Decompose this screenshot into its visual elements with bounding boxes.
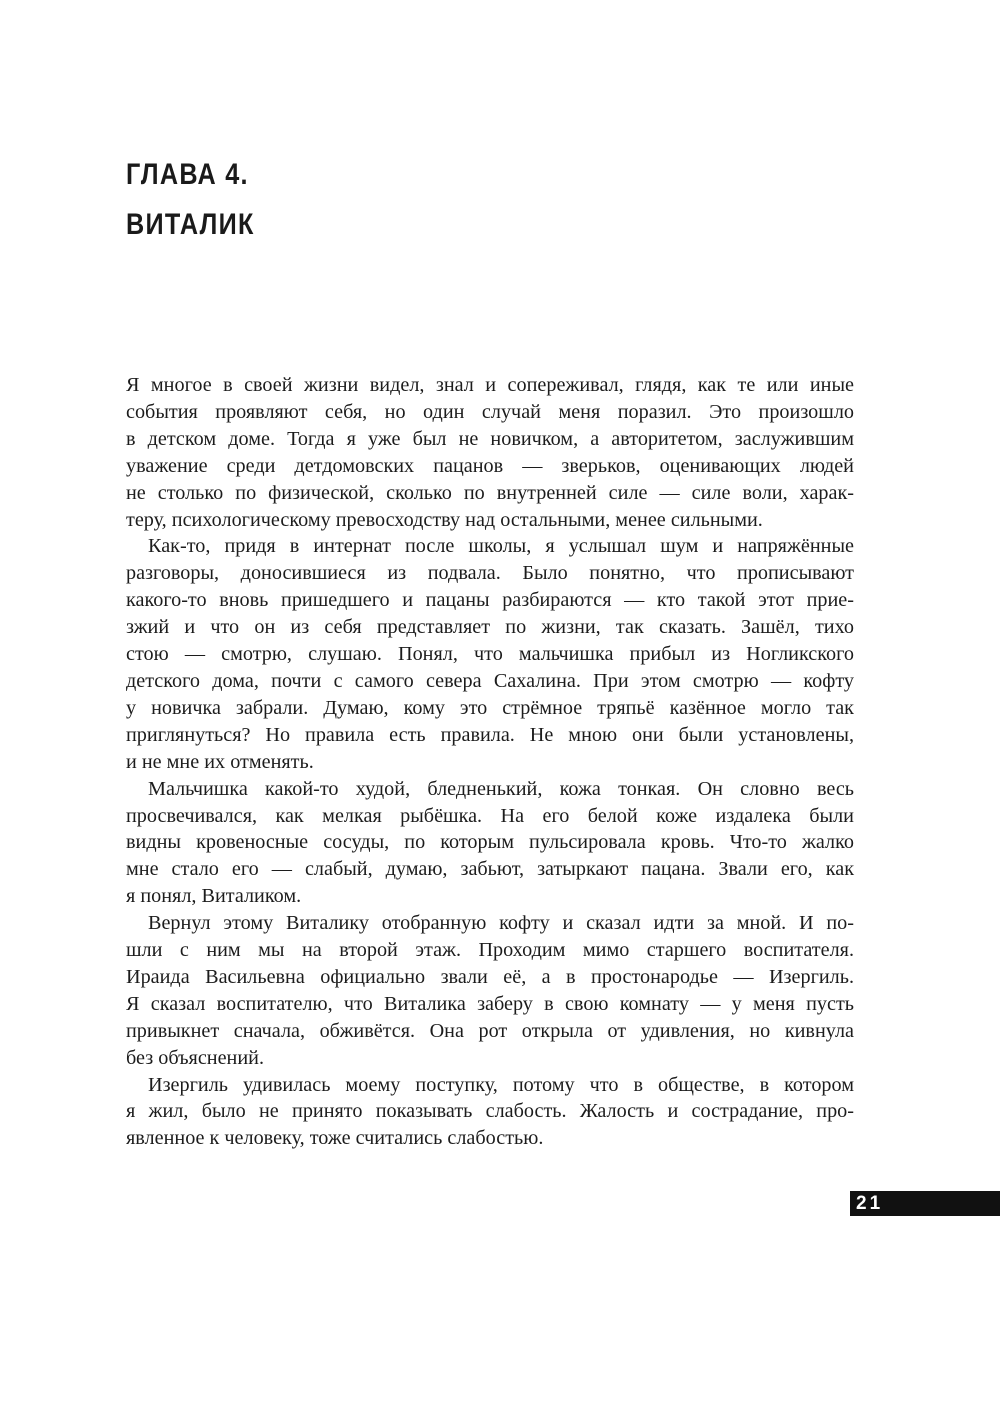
text-line: Ираида Васильевна официально звали её, а в простонародье — Изергиль. [126,965,854,988]
text-line: без объяснений. [126,1046,265,1069]
text-line: в детском доме. Тогда я уже был не новичком, а авторитетом, заслужившим [126,427,854,450]
text-line: зжий и что он из себя представляет по жизни, так сказать. Зашёл, тихо [126,616,854,639]
text-line: просвечивался, как мелкая рыбёшка. На его белой коже издалека были [126,804,854,827]
text-line: мне стало его — слабый, думаю, забьют, затыркают пацана. Звали его, как [126,858,854,881]
chapter-number: ГЛАВА 4. [126,158,249,191]
paragraph [126,910,854,1071]
text-line: стою — смотрю, слушаю. Понял, что мальчишка прибыл из Ногликского [126,643,854,666]
text-line: события проявляют себя, но один случай меня поразил. Это произошло [126,400,854,423]
text-line: видны кровеносные сосуды, по которым пульсировала кровь. Что-то жалко [126,831,854,854]
text-line: Мальчишка какой-то худой, бледненький, кожа тонкая. Он словно весь [148,777,854,800]
chapter-title: ВИТАЛИК [126,208,255,241]
paragraph [126,776,854,911]
text-line: и не мне их отменять. [126,750,314,773]
text-line: у новичка забрали. Думаю, кому это стрёмное тряпьё казённое могло так [126,696,854,719]
page-number: 21 [856,1193,884,1214]
text-line: шли с ним мы на второй этаж. Проходим мимо старшего воспитателя. [126,939,854,962]
text-line: Я сказал воспитателю, что Виталика заберу в свою комнату — у меня пусть [126,992,854,1015]
text-line: привыкнет сначала, обживётся. Она рот открыла от удивления, но кивнула [126,1019,854,1042]
paragraph [126,372,854,533]
text-line: разговоры, доносившиеся из подвала. Было понятно, что прописывают [126,562,854,585]
text-line: Как-то, придя в интернат после школы, я услышал шум и напряжённые [148,535,854,558]
text-line: приглянуться? Но правила есть правила. Не мною они были установлены, [126,723,854,746]
text-line: детского дома, почти с самого севера Сахалина. При этом смотрю — кофту [126,669,854,692]
text-line: не столько по физической, сколько по внутренней силе — силе воли, харак- [126,481,854,504]
page-number-bar [850,1191,1000,1216]
text-line: я жил, было не принято показывать слабость. Жалость и сострадание, про- [126,1100,854,1123]
text-line: я понял, Виталиком. [126,885,302,908]
text-line: Изергиль удивилась моему поступку, потому что в обществе, в котором [148,1073,854,1096]
paragraph [126,533,854,775]
text-line: какого-то вновь пришедшего и пацаны разбираются — кто такой этот прие- [126,589,854,612]
paragraph [126,1072,854,1153]
text-line: Я многое в своей жизни видел, знал и сопереживал, глядя, как те или иные [126,374,854,396]
text-line: уважение среди детдомовских пацанов — зверьков, оценивающих людей [126,454,854,477]
text-line: явленное к человеку, тоже считались слабостью. [126,1127,544,1150]
text-line: Вернул этому Виталику отобранную кофту и сказал идти за мной. И по- [148,912,854,935]
text-line: теру, психологическому превосходству над остальными, менее сильными. [126,508,763,531]
chapter-heading [126,150,255,250]
chapter-body [126,372,854,1152]
